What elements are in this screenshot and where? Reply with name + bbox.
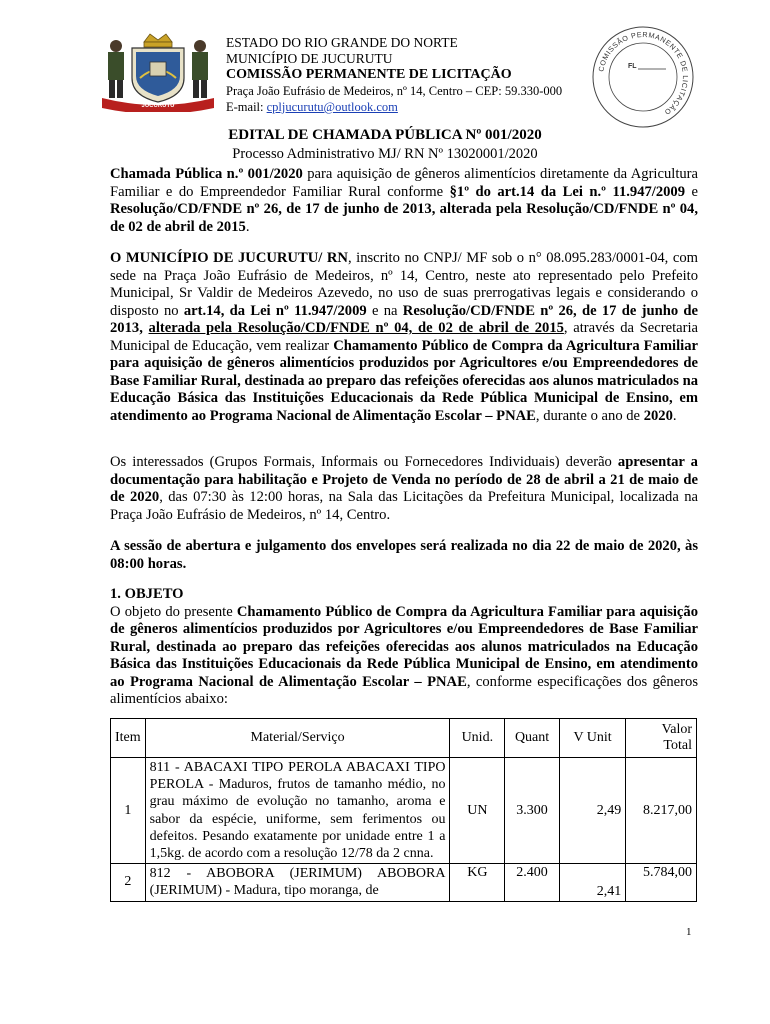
cell-material: 812 - ABOBORA (JERIMUM) ABOBORA (JERIMUM) - Madura, tipo moranga, de bbox=[145, 864, 450, 901]
municipality-name: MUNICÍPIO DE JUCURUTU bbox=[226, 51, 393, 66]
table-row bbox=[111, 758, 697, 864]
interested-text-1: Os interessados (Grupos Formais, Informais ou Fornecedores Individuais) deverão bbox=[110, 454, 618, 470]
table-row bbox=[111, 864, 697, 901]
state-name: ESTADO DO RIO GRANDE DO NORTE bbox=[226, 35, 458, 50]
email-label: E-mail: bbox=[226, 100, 267, 114]
cell-unid: KG bbox=[450, 864, 505, 901]
cell-vtotal: 8.217,00 bbox=[626, 758, 697, 864]
intro-text-2: e bbox=[685, 183, 698, 200]
document-title: EDITAL DE CHAMADA PÚBLICA Nº 001/2020 bbox=[228, 127, 542, 143]
header-item: Item bbox=[111, 719, 146, 758]
municipality-text-2: e na bbox=[366, 302, 403, 319]
logo-ribbon-text: JUCURUTU bbox=[141, 103, 175, 109]
email-line bbox=[226, 99, 562, 115]
stamp-fl: FL bbox=[628, 63, 637, 70]
municipal-coat-of-arms-logo bbox=[100, 32, 216, 112]
address: Praça João Eufrásio de Medeiros, nº 14, Centro – CEP: 59.330-000 bbox=[226, 84, 563, 98]
email-link[interactable]: cpljucurutu@outlook.com bbox=[266, 100, 398, 114]
objeto-text-1: O objeto do presente bbox=[110, 603, 237, 620]
municipality-text-1: , inscrito no CNPJ/ MF sob o n° 08.095.283/0001-04, com sede na Praça João Eufrásio de Medeiros, nº 14, Centro, neste ato representado pelo Prefeito Municipal, Sr Valdir de Medeiros Azevedo, no uso de suas prerrogativas legais e considerando o disposto no bbox=[110, 250, 698, 319]
header-quant: Quant bbox=[505, 719, 560, 758]
section-heading: 1. OBJETO bbox=[110, 586, 184, 602]
call-number: Chamada Pública n.º 001/2020 bbox=[110, 166, 303, 182]
section-objeto bbox=[110, 586, 698, 709]
cell-item: 2 bbox=[111, 864, 146, 901]
stamp-ring-text: COMISSÃO PERMANENTE DE LICITAÇÃO bbox=[596, 29, 691, 118]
law-article: art.14, da Lei nº 11.947/2009 bbox=[183, 302, 367, 319]
municipality-text-3: , através da Secretaria Municipal de Educação, vem realizar bbox=[110, 320, 699, 354]
cell-vunit: 2,41 bbox=[559, 864, 625, 901]
municipality-text-5: . bbox=[672, 407, 677, 424]
municipality-text-4: , durante o ano de bbox=[535, 407, 644, 424]
header-vtotal: Valor Total bbox=[626, 719, 697, 758]
header-material: Material/Serviço bbox=[145, 719, 450, 758]
resolution-reference: Resolução/CD/FNDE nº 26, de 17 de junho de 2013, alterada pela Resolução/CD/FNDE nº 04, de 02 de abril de 2015 bbox=[110, 201, 698, 235]
commission-name: COMISSÃO PERMANENTE DE LICITAÇÃO bbox=[226, 67, 512, 82]
law-reference: §1º do art.14 da Lei n.º 11.947/2009 bbox=[449, 183, 686, 200]
header-vunit: V Unit bbox=[559, 719, 625, 758]
interested-text-2: , das 07:30 às 12:00 horas, na Sala das Licitações da Prefeitura Municipal, localizada na Praça João Eufrásio de Medeiros, nº 14, Centro. bbox=[110, 489, 698, 523]
cell-unid: UN bbox=[450, 758, 505, 864]
header-unid: Unid. bbox=[450, 719, 505, 758]
commission-stamp bbox=[590, 24, 696, 130]
items-table bbox=[110, 718, 697, 902]
cell-vtotal: 5.784,00 bbox=[626, 864, 697, 901]
cell-material: 811 - ABACAXI TIPO PEROLA ABACAXI TIPO PEROLA - Maduros, frutos de tamanho médio, no grau máximo de evolução no tamanho, aroma e sabor da espécie, uniforme, sem ferimentos ou defeitos. Pesando exatamente por unidade entre 1 a 1,5kg. de acordo com a resolução 12/78 da 2 cnna. bbox=[145, 758, 450, 864]
page-number: 1 bbox=[686, 926, 692, 938]
municipality-paragraph bbox=[110, 250, 698, 425]
intro-paragraph bbox=[110, 166, 698, 236]
process-number: Processo Administrativo MJ/ RN Nº 13020001/2020 bbox=[232, 146, 538, 162]
cell-item: 1 bbox=[111, 758, 146, 864]
session-paragraph bbox=[110, 538, 698, 573]
objeto-bold: Chamamento Público de Compra da Agricultura Familiar para aquisição de gêneros alimentícios produzidos por Agricultores e/ou Empreendedores de Base Familiar Rural, destinada ao preparo das refeições oferecidas aos alunos matriculados na Educação Básica das Instituições Educacionais da Rede Pública Municipal de Ensino, em atendimento ao Programa Nacional de Alimentação Escolar – PNAE bbox=[110, 603, 698, 690]
cell-quant: 2.400 bbox=[505, 864, 560, 901]
session-date-text: A sessão de abertura e julgamento dos envelopes será realizada no dia 22 de maio de 2020, às 08:00 horas. bbox=[110, 538, 698, 572]
cell-vunit: 2,49 bbox=[559, 758, 625, 864]
submission-period: apresentar a documentação para habilitação e Projeto de Venda no período de 28 de abril a 21 de maio de de 2020 bbox=[110, 454, 698, 505]
cell-quant: 3.300 bbox=[505, 758, 560, 864]
objeto-text-2: , conforme especificações dos gêneros alimentícios abaixo: bbox=[110, 673, 698, 707]
call-object-bold: Chamamento Público de Compra da Agricultura Familiar para aquisição de gêneros alimentícios produzidos por Agricultores e/ou Empreendedores de Base Familiar Rural, destinada ao preparo das refeições oferecidas aos alunos matriculados na Educação Básica das Instituições Educacionais da Rede Pública Municipal de Ensino, em atendimento ao Programa Nacional de Alimentação Escolar – PNAE bbox=[110, 337, 698, 424]
table-header-row bbox=[111, 719, 697, 758]
letterhead-text bbox=[226, 35, 562, 115]
municipality-label: O MUNICÍPIO DE JUCURUTU/ RN bbox=[110, 250, 348, 266]
interested-parties-paragraph bbox=[110, 454, 698, 524]
resolution-04-underlined: alterada pela Resolução/CD/FNDE nº 04, de 02 de abril de 2015 bbox=[148, 320, 564, 336]
document-title-block bbox=[0, 126, 770, 163]
intro-text-1: para aquisição de gêneros alimentícios diretamente da Agricultura Familiar e do Empreendedor Familiar Rural conforme bbox=[110, 166, 699, 200]
intro-text-3: . bbox=[245, 218, 250, 235]
resolution-26: Resolução/CD/FNDE nº 26, de 17 de junho de 2013, bbox=[110, 302, 698, 336]
year: 2020 bbox=[643, 407, 673, 424]
